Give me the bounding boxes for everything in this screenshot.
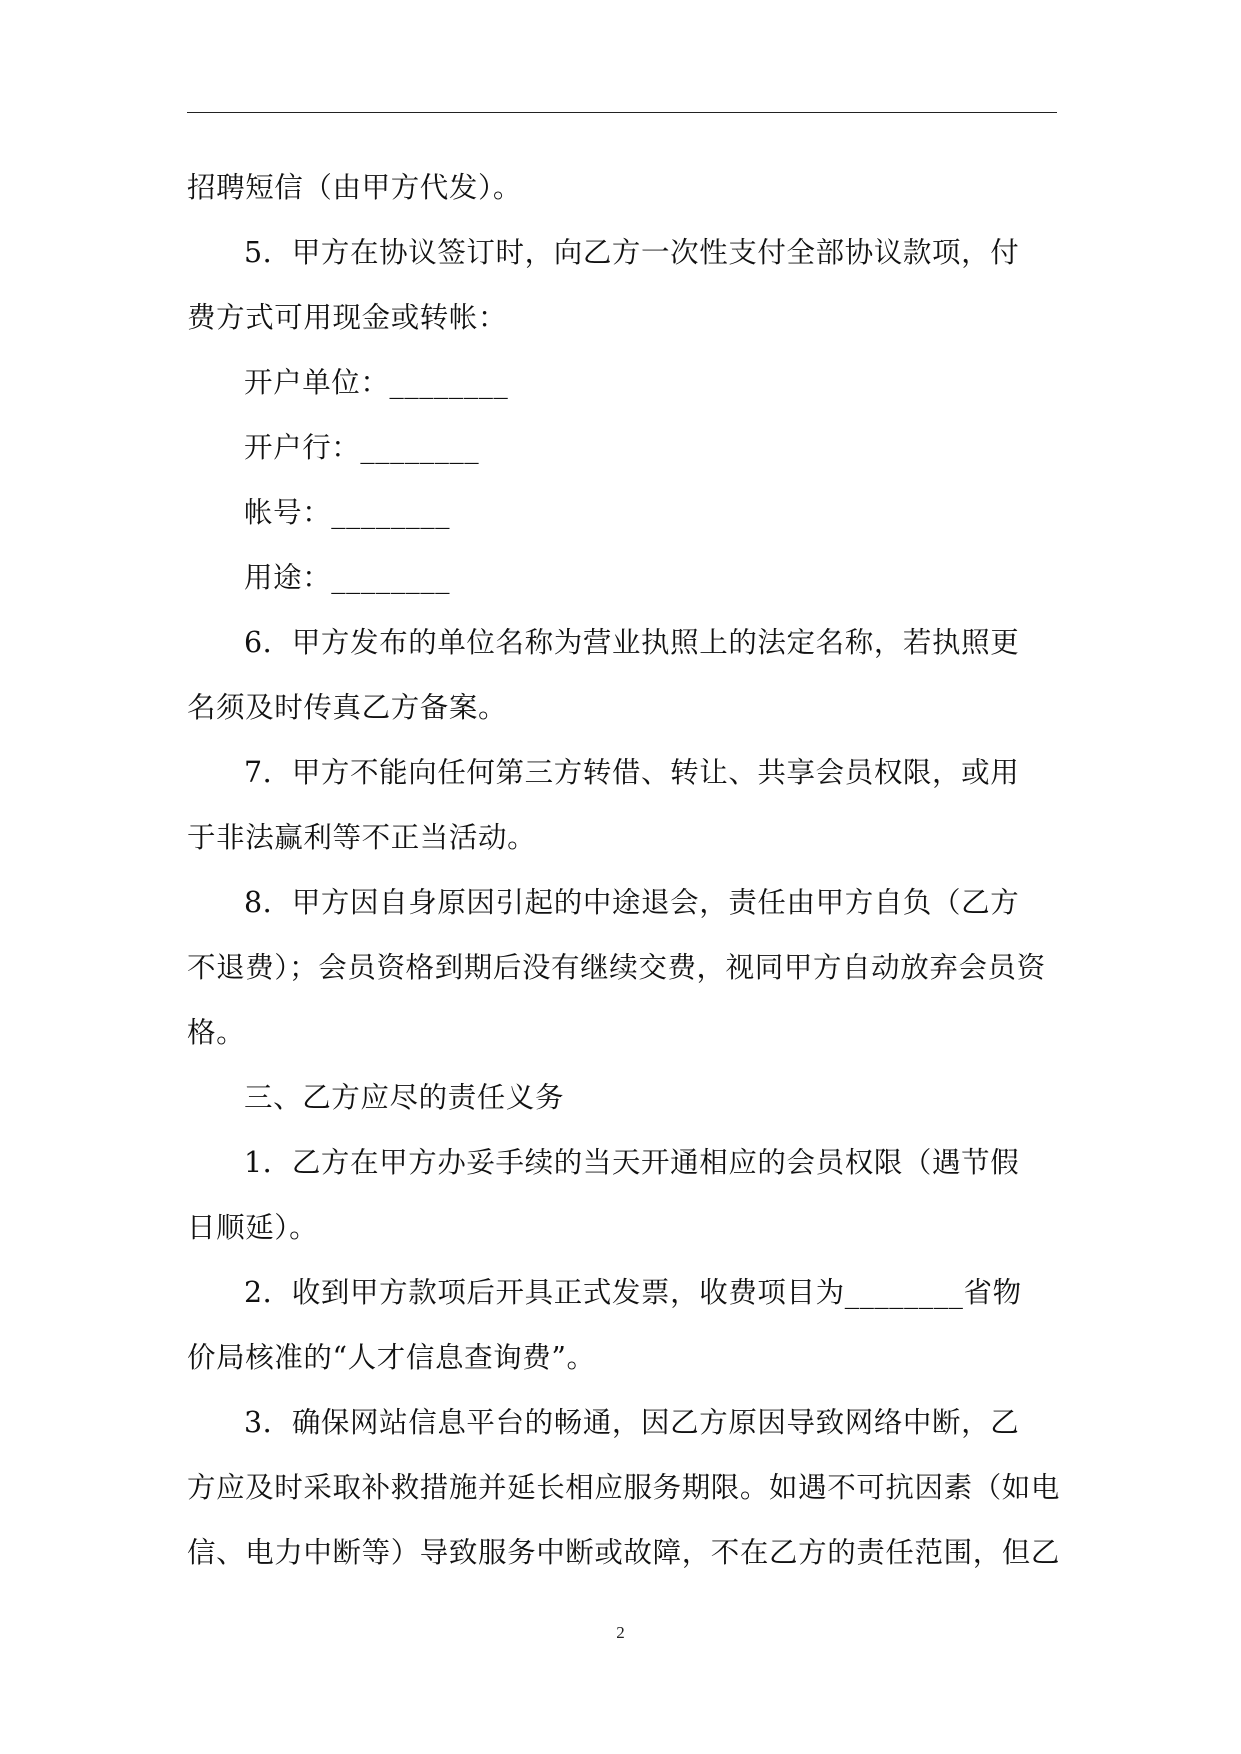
clause-6-line-2: 名须及时传真乙方备案。	[187, 691, 508, 724]
duty-2-line-1: 2．收到甲方款项后开具正式发票，收费项目为________省物	[244, 1276, 1022, 1309]
duty-3-line-1: 3．确保网站信息平台的畅通，因乙方原因导致网络中断，乙	[244, 1406, 1020, 1439]
text-line: 招聘短信（由甲方代发）。	[187, 171, 522, 204]
duty-3-line-2: 方应及时采取补救措施并延长相应服务期限。如遇不可抗因素（如电	[187, 1471, 1061, 1504]
account-number-field: 帐号：________	[244, 496, 451, 529]
clause-7-line-1: 7．甲方不能向任何第三方转借、转让、共享会员权限，或用	[244, 756, 1020, 789]
clause-5-line-2: 费方式可用现金或转帐：	[187, 301, 508, 334]
header-rule	[187, 112, 1057, 113]
account-holder-field: 开户单位：________	[244, 366, 509, 399]
clause-5-line-1: 5．甲方在协议签订时，向乙方一次性支付全部协议款项，付	[244, 236, 1020, 269]
duty-3-line-3: 信、电力中断等）导致服务中断或故障，不在乙方的责任范围，但乙	[187, 1536, 1061, 1569]
clause-8-line-2: 不退费）；会员资格到期后没有继续交费，视同甲方自动放弃会员资	[187, 951, 1046, 984]
bank-field: 开户行：________	[244, 431, 480, 464]
duty-2-line-2: 价局核准的“人才信息查询费”。	[187, 1341, 596, 1374]
clause-6-line-1: 6．甲方发布的单位名称为营业执照上的法定名称，若执照更	[244, 626, 1020, 659]
section-heading: 三、乙方应尽的责任义务	[244, 1081, 565, 1114]
purpose-field: 用途：________	[244, 561, 451, 594]
clause-8-line-1: 8．甲方因自身原因引起的中途退会，责任由甲方自负（乙方	[244, 886, 1020, 919]
duty-1-line-1: 1．乙方在甲方办妥手续的当天开通相应的会员权限（遇节假	[244, 1146, 1020, 1179]
duty-1-line-2: 日顺延）。	[187, 1211, 319, 1244]
document-body	[187, 155, 1061, 1585]
clause-7-line-2: 于非法赢利等不正当活动。	[187, 821, 537, 854]
page-number: 2	[616, 1623, 625, 1642]
clause-8-line-3: 格。	[187, 1016, 246, 1049]
